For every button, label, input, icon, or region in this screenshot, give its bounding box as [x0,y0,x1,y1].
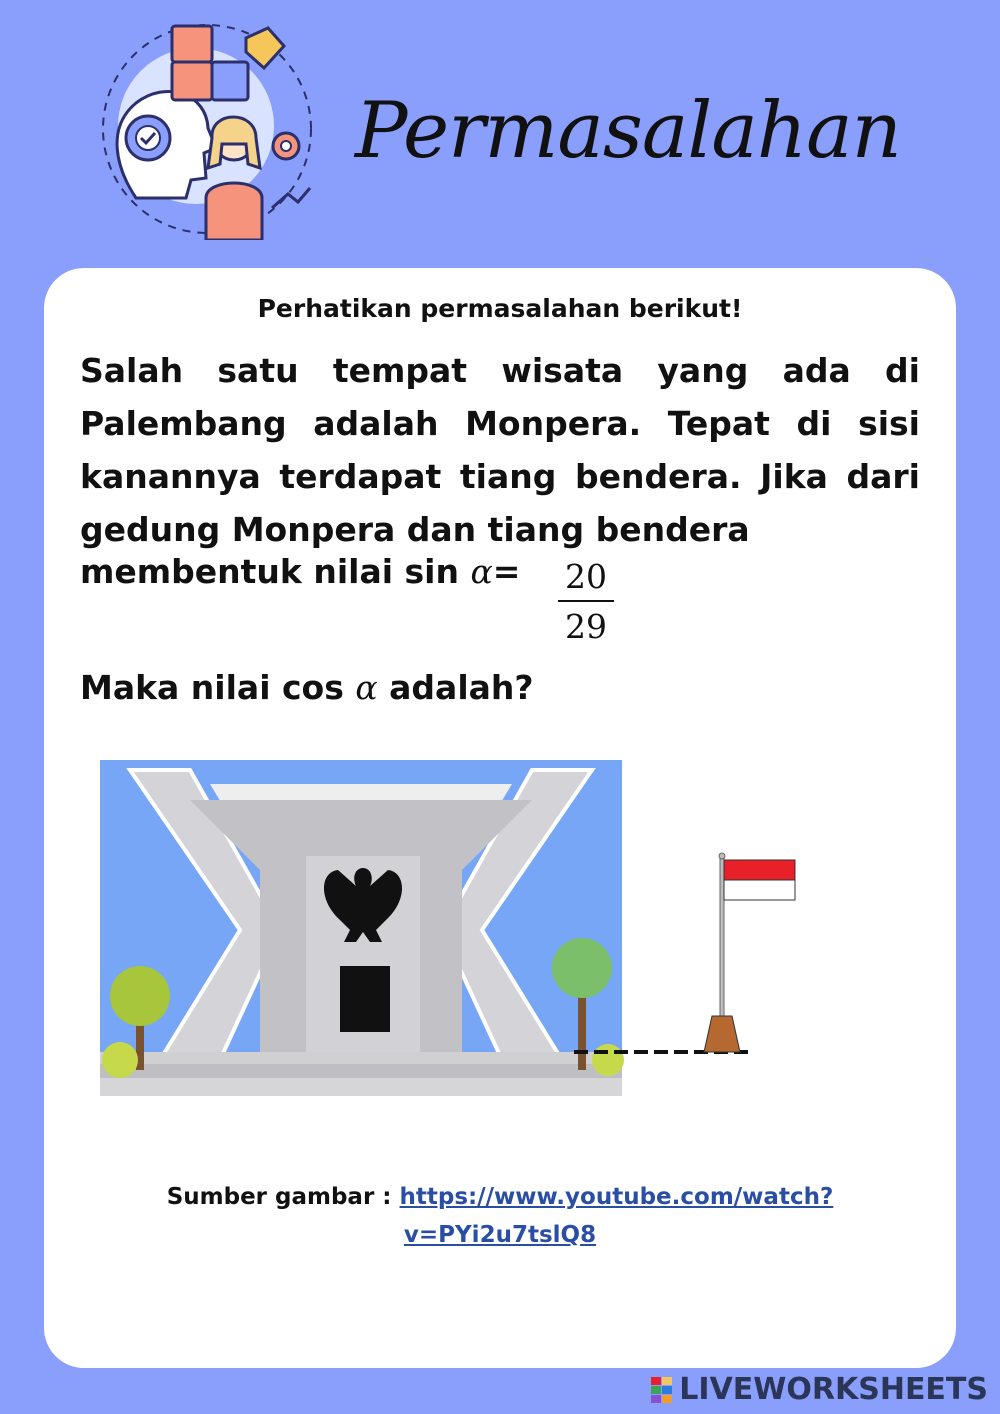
page-title: Permasalahan [355,86,901,176]
liveworksheets-logo-icon [651,1377,673,1403]
question-prefix: Maka nilai cos [80,668,356,707]
liveworksheets-brand[interactable] [651,1372,988,1407]
monpera-flagpole-illustration [100,760,800,1100]
question-suffix: adalah? [377,668,534,707]
problem-last-line [80,552,520,591]
problem-solving-icon [96,18,318,240]
alpha-symbol: α [470,552,493,591]
problem-card [44,268,956,1368]
alpha-symbol-question: α [355,668,378,707]
fraction-denominator: 29 [565,607,607,646]
problem-text: Salah satu tempat wisata yang ada di Palembang adalah Monpera. Tepat di sisi kanannya terdapat tiang bendera. Jika dari gedung Monpera dan tiang bendera [80,351,920,549]
equals-sign: = [492,552,521,591]
source-link-continued[interactable]: v=PYi2u7tslQ8 [403,1222,597,1248]
sine-fraction [558,558,614,646]
instruction-text: Perhatikan permasalahan berikut! [257,294,743,323]
image-source [44,1178,956,1254]
brand-name: LIVEWORKSHEETS [679,1372,988,1407]
header [0,0,1000,260]
fraction-bar [558,600,614,602]
problem-last-prefix: membentuk nilai sin [80,552,471,591]
source-link[interactable]: https://www.youtube.com/watch? [399,1184,834,1210]
source-label: Sumber gambar : [166,1184,400,1210]
question-text [80,668,534,707]
fraction-numerator: 20 [565,557,607,596]
